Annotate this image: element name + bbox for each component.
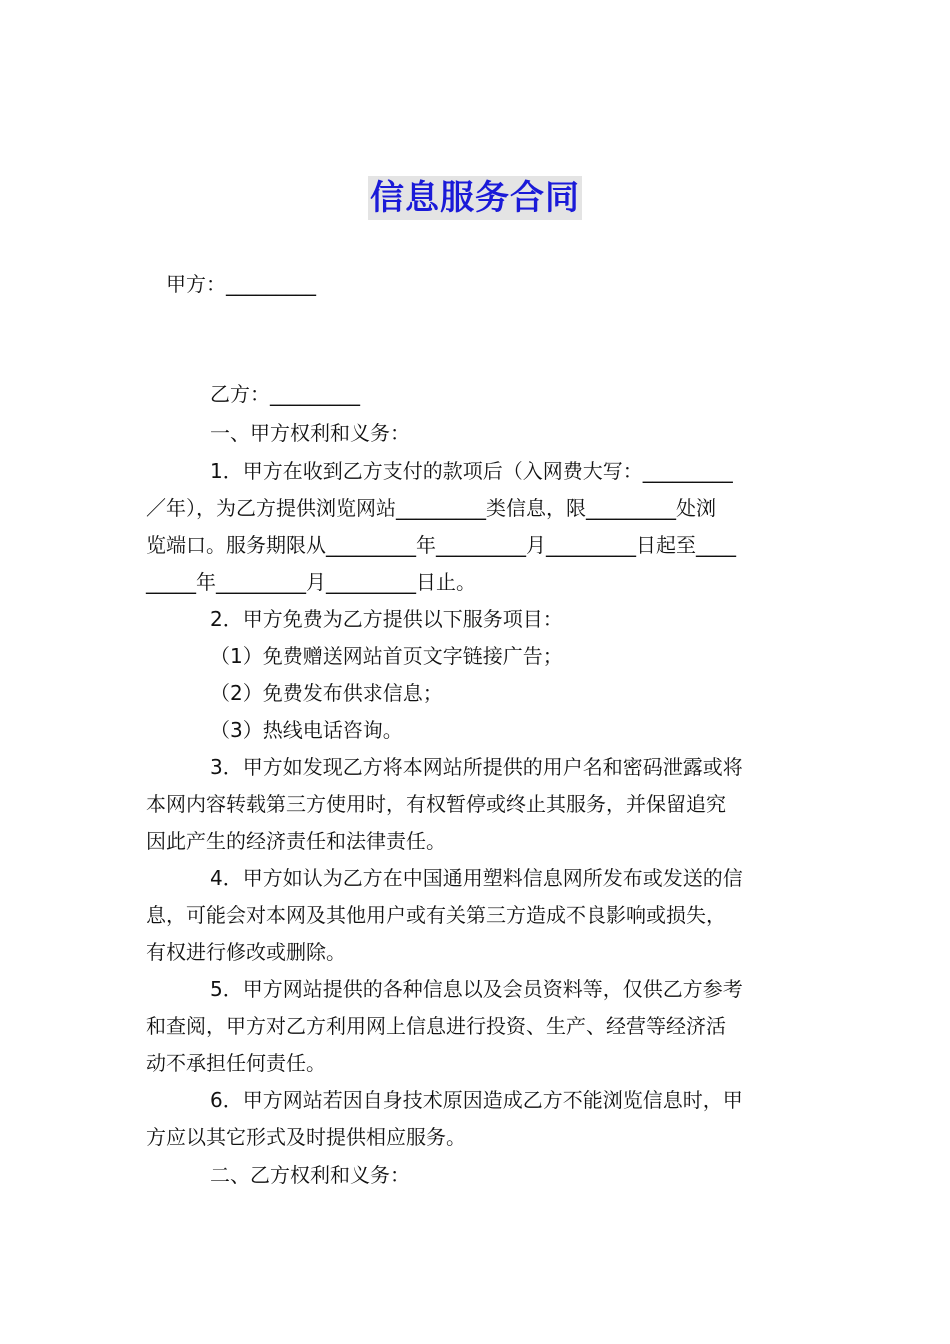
clause-3 [146, 749, 743, 860]
clause-3-line: 因此产生的经济责任和法律责任。 [146, 829, 446, 853]
clause-2-subitem: （2）免费发布供求信息； [210, 681, 443, 705]
clause-4 [146, 860, 743, 971]
clause-1-line: _____年_________月_________日止。 [146, 570, 476, 594]
clause-4-line: 有权进行修改或删除。 [146, 940, 346, 964]
section1-heading: 一、甲方权利和义务： [210, 421, 410, 445]
clause-2-subitem: （3）热线电话咨询。 [210, 718, 403, 742]
party-b-line: 乙方：_________ [210, 382, 360, 406]
clause-4-line: 息，可能会对本网及其他用户或有关第三方造成不良影响或损失， [146, 903, 726, 927]
clause-5-line: 和查阅，甲方对乙方利用网上信息进行投资、生产、经营等经济活 [146, 1014, 726, 1038]
clause-2-subitem: （1）免费赠送网站首页文字链接广告； [210, 644, 563, 668]
clause-5-line: 5．甲方网站提供的各种信息以及会员资料等，仅供乙方参考 [210, 977, 743, 1001]
clause-6-line: 方应以其它形式及时提供相应服务。 [146, 1125, 466, 1149]
clause-1-line: 1．甲方在收到乙方支付的款项后（入网费大写：_________ [210, 459, 733, 483]
clause-2-sublist [210, 638, 563, 749]
clause-2: 2．甲方免费为乙方提供以下服务项目： [210, 607, 563, 631]
clause-5 [146, 971, 743, 1082]
clause-1-line: 览端口。服务期限从_________年_________月_________日起至____ [146, 533, 736, 557]
clause-4-line: 4．甲方如认为乙方在中国通用塑料信息网所发布或发送的信 [210, 866, 743, 890]
party-a-line: 甲方：_________ [166, 272, 316, 296]
clause-6 [146, 1082, 743, 1156]
document-title: 信息服务合同 [370, 178, 580, 218]
clause-1 [146, 453, 736, 601]
clause-1-line: ／年），为乙方提供浏览网站_________类信息，限_________处浏 [146, 496, 716, 520]
document-title-wrap [0, 176, 950, 220]
clause-3-line: 3．甲方如发现乙方将本网站所提供的用户名和密码泄露或将 [210, 755, 743, 779]
clause-3-line: 本网内容转载第三方使用时，有权暂停或终止其服务，并保留追究 [146, 792, 726, 816]
section2-heading: 二、乙方权利和义务： [210, 1163, 410, 1187]
clause-6-line: 6．甲方网站若因自身技术原因造成乙方不能浏览信息时，甲 [210, 1088, 743, 1112]
clause-5-line: 动不承担任何责任。 [146, 1051, 326, 1075]
